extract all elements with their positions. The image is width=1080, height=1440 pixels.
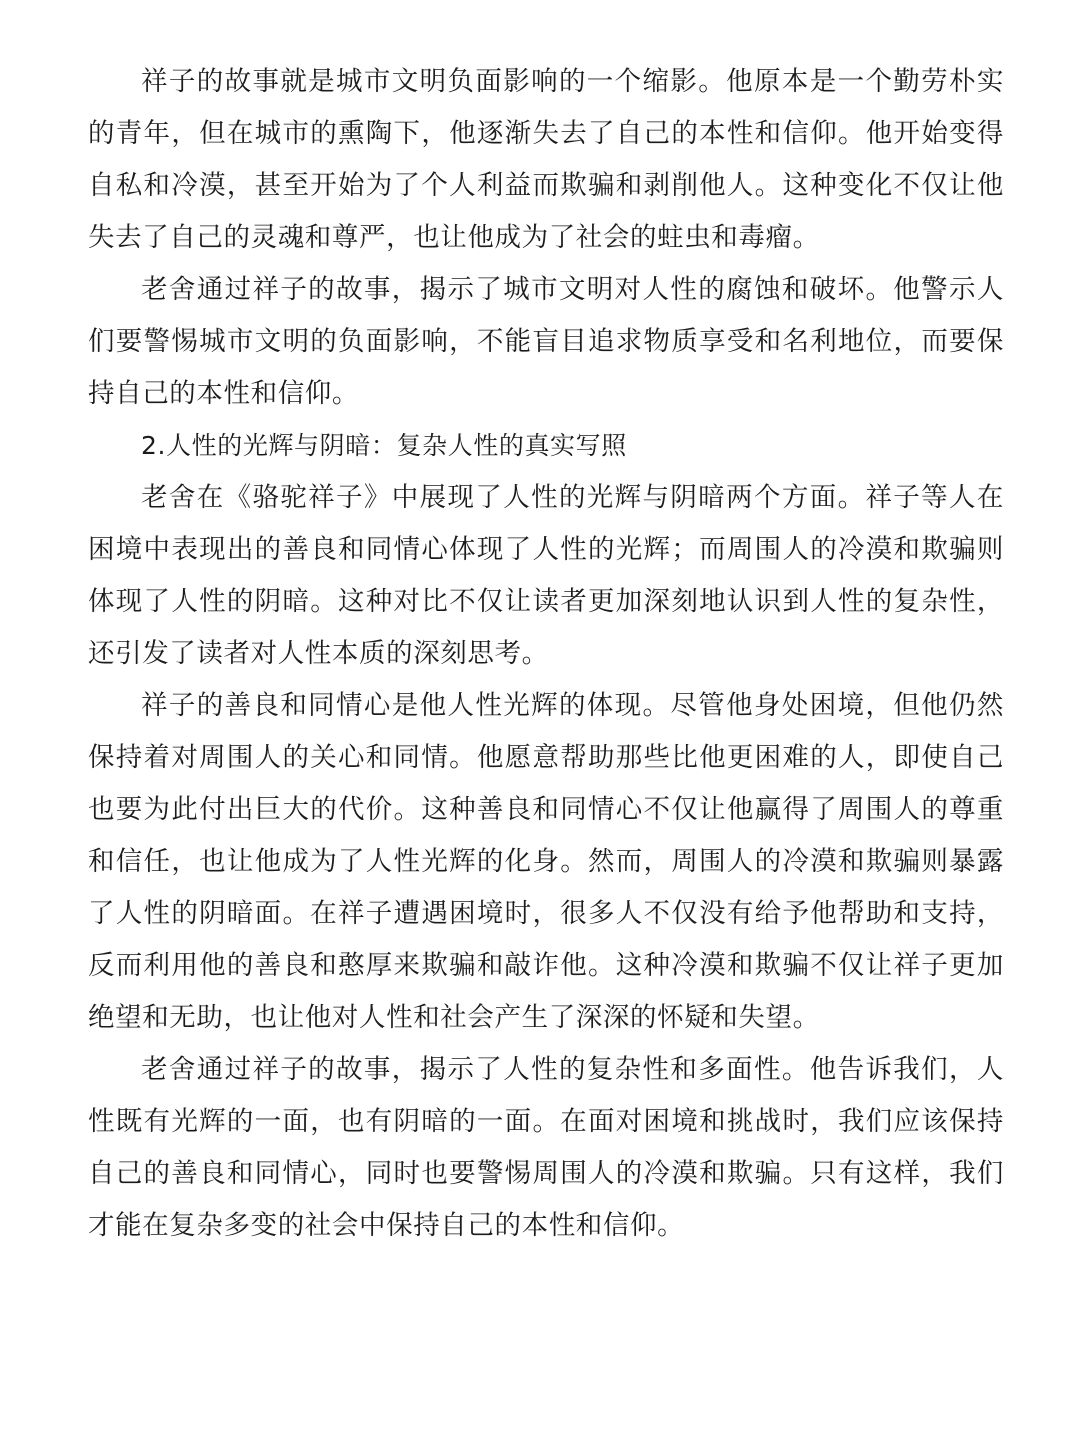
section-heading: 2.人性的光辉与阴暗：复杂人性的真实写照 [141,431,627,460]
paragraph-laoshe-warning: 老舍通过祥子的故事，揭示了城市文明对人性的腐蚀和破坏。他警示人们要警惕城市文明的负面影响，不能盲目追求物质享受和名利地位，而要保持自己的本性和信仰。 [88,274,1004,409]
paragraph-kindness-and-coldness: 祥子的善良和同情心是他人性光辉的体现。尽管他身处困境，但他仍然保持着对周围人的关心和同情。他愿意帮助那些比他更困难的人，即使自己也要为此付出巨大的代价。这种善良和同情心不仅让他赢得了周围人的尊重和信任，也让他成为了人性光辉的化身。然而，周围人的冷漠和欺骗则暴露了人性的阴暗面。在祥子遭遇困境时，很多人不仅没有给予他帮助和支持，反而利用他的善良和憨厚来欺骗和敲诈他。这种冷漠和欺骗不仅让祥子更加绝望和无助，也让他对人性和社会产生了深深的怀疑和失望。 [88,690,1004,1033]
paragraph-complex-humanity: 老舍通过祥子的故事，揭示了人性的复杂性和多面性。他告诉我们，人性既有光辉的一面，也有阴暗的一面。在面对困境和挑战时，我们应该保持自己的善良和同情心，同时也要警惕周围人的冷漠和欺骗。只有这样，我们才能在复杂多变的社会中保持自己的本性和信仰。 [88,1054,1004,1241]
paragraph-light-and-dark: 老舍在《骆驼祥子》中展现了人性的光辉与阴暗两个方面。祥子等人在困境中表现出的善良和同情心体现了人性的光辉；而周围人的冷漠和欺骗则体现了人性的阴暗。这种对比不仅让读者更加深刻地认识到人性的复杂性，还引发了读者对人性本质的深刻思考。 [88,482,1004,669]
document-body [88,56,1004,1252]
paragraph-xiangzi-epitome: 祥子的故事就是城市文明负面影响的一个缩影。他原本是一个勤劳朴实的青年，但在城市的熏陶下，他逐渐失去了自己的本性和信仰。他开始变得自私和冷漠，甚至开始为了个人利益而欺骗和剥削他人。这种变化不仅让他失去了自己的灵魂和尊严，也让他成为了社会的蛀虫和毒瘤。 [88,66,1004,253]
